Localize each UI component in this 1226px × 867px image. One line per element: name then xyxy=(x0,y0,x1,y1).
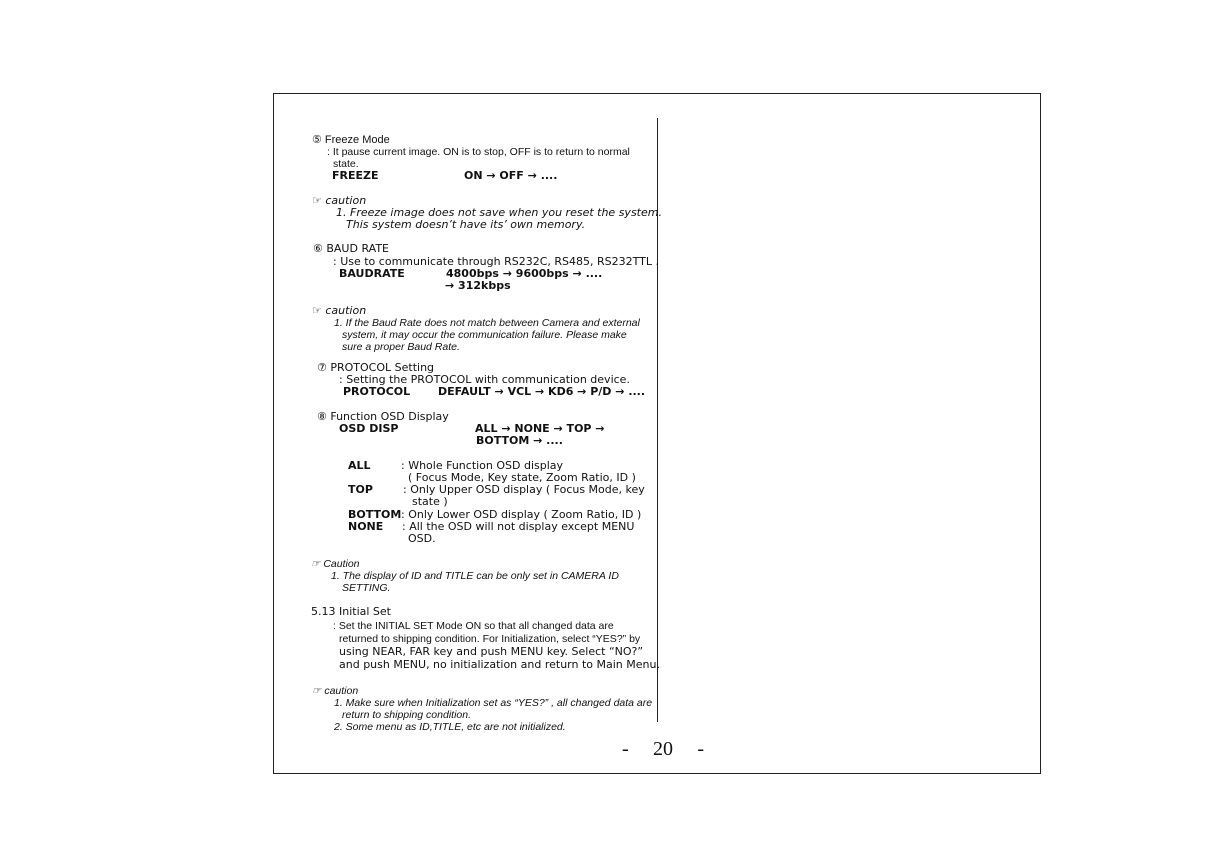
caution-line: 1. Make sure when Initialization set as “YES?” , all changed data are xyxy=(334,697,653,709)
initial-set-line: : Set the INITIAL SET Mode ON so that all changed data are xyxy=(333,620,614,632)
caution-line: system, it may occur the communication failure. Please make xyxy=(342,329,627,341)
freeze-label: FREEZE xyxy=(332,169,379,182)
osd-disp-values-1: ALL → NONE → TOP → xyxy=(475,422,605,435)
osd-bottom-desc: : Only Lower OSD display ( Zoom Ratio, ID ) xyxy=(401,508,642,521)
protocol-title: ⑦ PROTOCOL Setting xyxy=(317,361,435,374)
page-dash-right: - xyxy=(697,738,704,760)
baudrate-label: BAUDRATE xyxy=(339,267,405,280)
osd-disp-label: OSD DISP xyxy=(339,422,399,435)
caution-line: 2. Some menu as ID,TITLE, etc are not initialized. xyxy=(334,721,566,733)
page-number-value: 20 xyxy=(653,738,673,760)
osd-display-title: ⑧ Function OSD Display xyxy=(317,410,449,423)
osd-none-desc-2: OSD. xyxy=(408,532,436,545)
caution-line: 1. If the Baud Rate does not match between Camera and external xyxy=(334,317,640,329)
osd-none-label: NONE xyxy=(348,520,384,533)
caution-line: 1. The display of ID and TITLE can be only set in CAMERA ID xyxy=(331,570,619,582)
page-dash-left: - xyxy=(622,738,629,760)
protocol-values: DEFAULT → VCL → KD6 → P/D → .... xyxy=(438,385,646,398)
caution-line: This system doesn’t have its’ own memory. xyxy=(346,218,586,231)
initial-set-line: using NEAR, FAR key and push MENU key. Select “NO?” xyxy=(339,645,644,658)
initial-set-line: and push MENU, no initialization and return to Main Menu. xyxy=(339,658,660,671)
initial-set-line: returned to shipping condition. For Initialization, select “YES?” by xyxy=(339,633,641,645)
baud-rate-title: ⑥ BAUD RATE xyxy=(313,242,389,255)
caution-line: sure a proper Baud Rate. xyxy=(342,341,460,353)
caution-line: return to shipping condition. xyxy=(342,709,471,721)
baudrate-values-1: 4800bps → 9600bps → .... xyxy=(446,267,603,280)
initial-set-title: 5.13 Initial Set xyxy=(311,605,391,618)
baud-rate-desc: : Use to communicate through RS232C, RS485, RS232TTL . xyxy=(333,255,659,268)
osd-top-desc-1: : Only Upper OSD display ( Focus Mode, key xyxy=(403,483,645,496)
protocol-label: PROTOCOL xyxy=(343,385,411,398)
freeze-mode-desc-2: state. xyxy=(333,158,359,170)
osd-disp-values-2: BOTTOM → .... xyxy=(476,434,563,447)
osd-top-desc-2: state ) xyxy=(412,495,448,508)
caution-heading: ☞ caution xyxy=(312,685,359,697)
page-number xyxy=(622,738,704,760)
osd-bottom-label: BOTTOM xyxy=(348,508,402,521)
osd-all-desc-2: ( Focus Mode, Key state, Zoom Ratio, ID ) xyxy=(408,471,636,484)
osd-all-desc-1: : Whole Function OSD display xyxy=(401,459,564,472)
osd-none-desc-1: : All the OSD will not display except MENU xyxy=(402,520,635,533)
baudrate-values-2: → 312kbps xyxy=(445,279,511,292)
freeze-mode-desc-1: : It pause current image. ON is to stop, OFF is to return to normal xyxy=(327,146,630,158)
osd-top-label: TOP xyxy=(348,483,373,496)
freeze-mode-title: ⑤ Freeze Mode xyxy=(312,134,390,146)
caution-line: SETTING. xyxy=(342,582,391,594)
caution-heading: ☞ Caution xyxy=(311,558,360,570)
caution-line: 1. Freeze image does not save when you reset the system. xyxy=(336,206,662,219)
caution-heading: ☞ caution xyxy=(312,304,367,317)
caution-heading: ☞ caution xyxy=(312,194,367,207)
freeze-values: ON → OFF → .... xyxy=(464,169,558,182)
osd-all-label: ALL xyxy=(348,459,371,472)
protocol-desc: : Setting the PROTOCOL with communication device. xyxy=(339,373,630,386)
